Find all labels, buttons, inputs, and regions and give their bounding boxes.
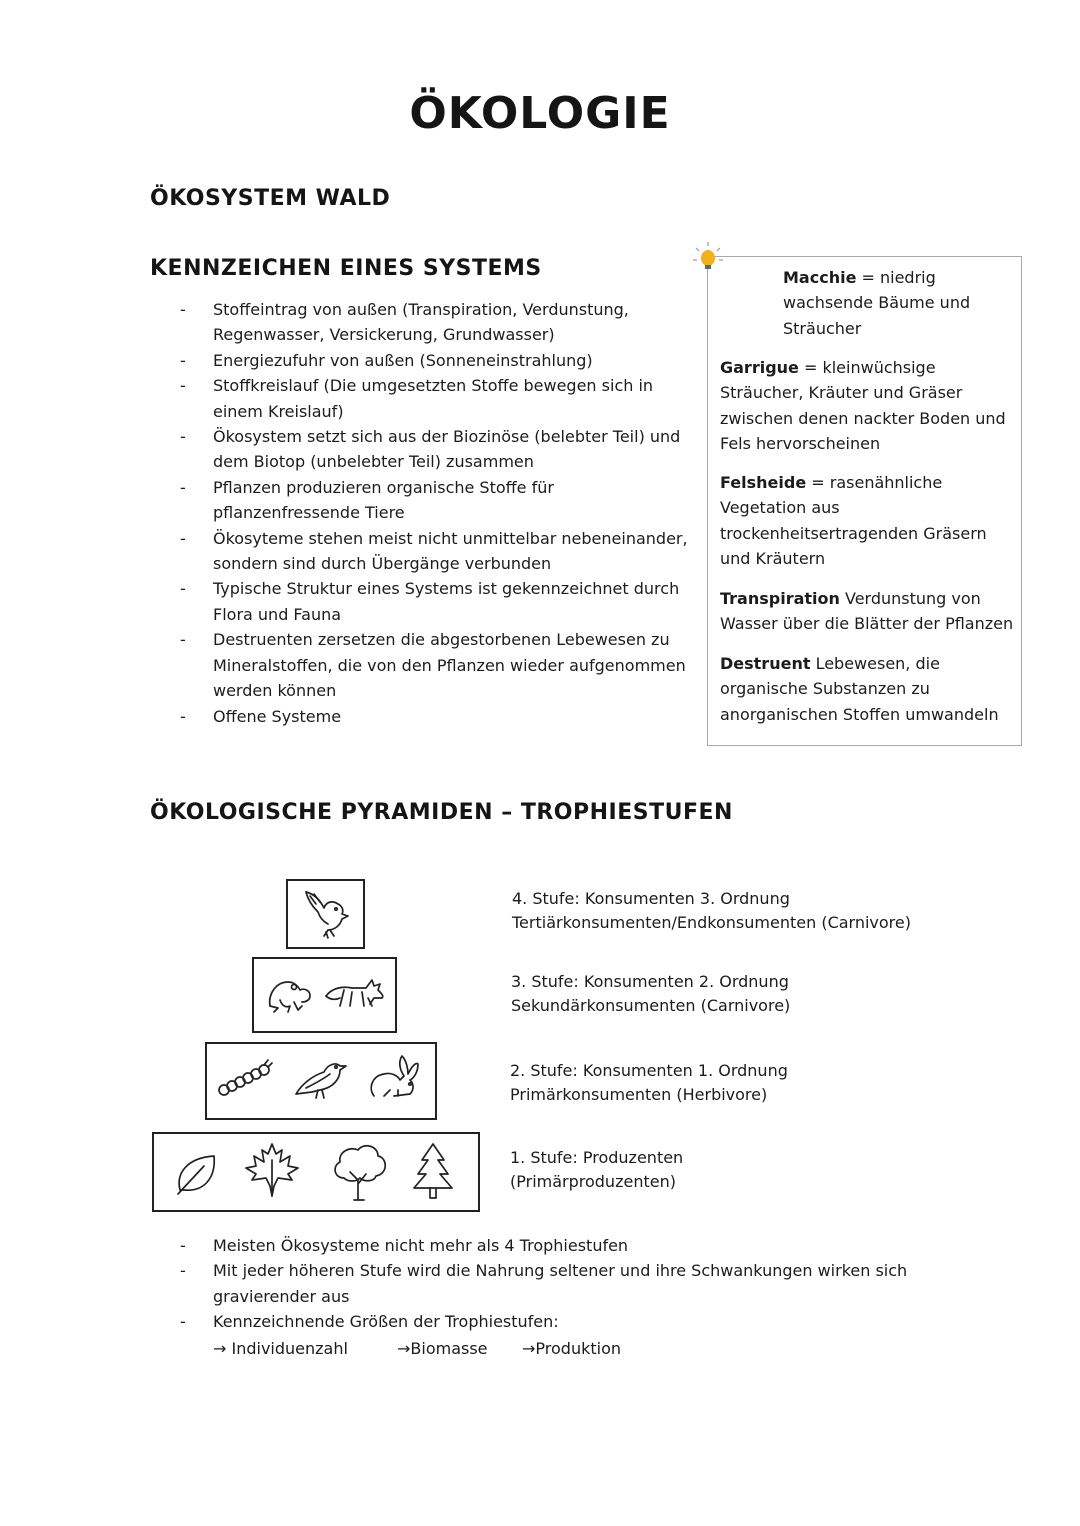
list-item: - Energiezufuhr von außen (Sonneneinstrahlung)	[180, 350, 593, 370]
stufe-2-label: 2. Stufe: Konsumenten 1. Ordnung Primärkonsumenten (Herbivore)	[510, 1061, 788, 1104]
fox-icon	[322, 970, 388, 1018]
definition-macchie: Macchie = niedrig wachsende Bäume und Sträucher	[783, 268, 971, 338]
leaf-icon	[172, 1148, 222, 1198]
groesse-produktion: →Produktion	[522, 1339, 621, 1358]
list-item: - Mit jeder höheren Stufe wird die Nahrung seltener und ihre Schwankungen wirken sich gravierender aus	[180, 1261, 908, 1306]
bird-icon	[292, 1054, 348, 1104]
list-item: - Ökosyteme stehen meist nicht unmittelbar nebeneinander, sondern sind durch Übergänge verbunden	[180, 528, 688, 574]
list-item: - Kennzeichnende Größen der Trophiestufen:	[180, 1312, 559, 1332]
list-item: - Stoffkreislauf (Die umgesetzten Stoffe bewegen sich in einem Kreislauf)	[180, 376, 654, 421]
definition-destruent: Destruent Lebewesen, die organische Substanzen zu anorganischen Stoffen umwandeln	[720, 654, 999, 724]
lightbulb-icon	[690, 240, 726, 276]
section-heading-pyramiden: ÖKOLOGISCHE PYRAMIDEN – TROPHIESTUFEN	[150, 800, 733, 825]
tree-icon	[330, 1140, 390, 1204]
frog-icon	[264, 970, 314, 1018]
eagle-icon	[298, 886, 354, 942]
trophiestufen-list	[180, 1233, 920, 1335]
rabbit-icon	[364, 1052, 422, 1104]
list-item: - Meisten Ökosysteme nicht mehr als 4 Trophiestufen	[180, 1236, 629, 1255]
stufe-1-label: 1. Stufe: Produzenten (Primärproduzenten)	[510, 1148, 684, 1191]
groesse-individuenzahl: → Individuenzahl	[213, 1339, 348, 1358]
definition-garrigue: Garrigue = kleinwüchsige Sträucher, Kräuter und Gräser zwischen denen nackter Boden und Fels hervorscheinen	[720, 358, 1006, 454]
groesse-biomasse: →Biomasse	[397, 1339, 488, 1358]
stufe-3-label: 3. Stufe: Konsumenten 2. Ordnung Sekundärkonsumenten (Carnivore)	[511, 972, 791, 1015]
section-heading-kennzeichen: KENNZEICHEN EINES SYSTEMS	[150, 256, 542, 281]
fir-tree-icon	[408, 1140, 458, 1204]
caterpillar-icon	[214, 1058, 274, 1102]
section-heading-oekosystem-wald: ÖKOSYSTEM WALD	[150, 186, 391, 211]
stufe-4-label: 4. Stufe: Konsumenten 3. Ordnung Tertiärkonsumenten/Endkonsumenten (Carnivore)	[512, 889, 911, 932]
definition-transpiration: Transpiration Verdunstung von Wasser über die Blätter der Pflanzen	[720, 589, 1014, 634]
list-item: - Offene Systeme	[180, 706, 342, 726]
maple-leaf-icon	[242, 1140, 302, 1200]
list-item: - Stoffeintrag von außen (Transpiration, Verdunstung, Regenwasser, Versickerung, Grundwasser)	[180, 300, 629, 345]
definition-felsheide: Felsheide = rasenähnliche Vegetation aus trockenheitsertragenden Gräsern und Kräutern	[720, 473, 987, 569]
page-title: ÖKOLOGIE	[409, 88, 671, 139]
list-item: - Typische Struktur eines Systems ist gekennzeichnet durch Flora und Fauna	[180, 579, 680, 624]
kennzeichen-list	[180, 297, 690, 729]
list-item: - Pflanzen produzieren organische Stoffe für pflanzenfressende Tiere	[180, 477, 554, 523]
list-item: - Ökosystem setzt sich aus der Biozinöse (belebter Teil) und dem Biotop (unbelebter Teil) zusammen	[180, 427, 681, 472]
list-item: - Destruenten zersetzen die abgestorbenen Lebewesen zu Mineralstoffen, die von den Pflanzen wieder aufgenommen werden können	[180, 630, 686, 701]
